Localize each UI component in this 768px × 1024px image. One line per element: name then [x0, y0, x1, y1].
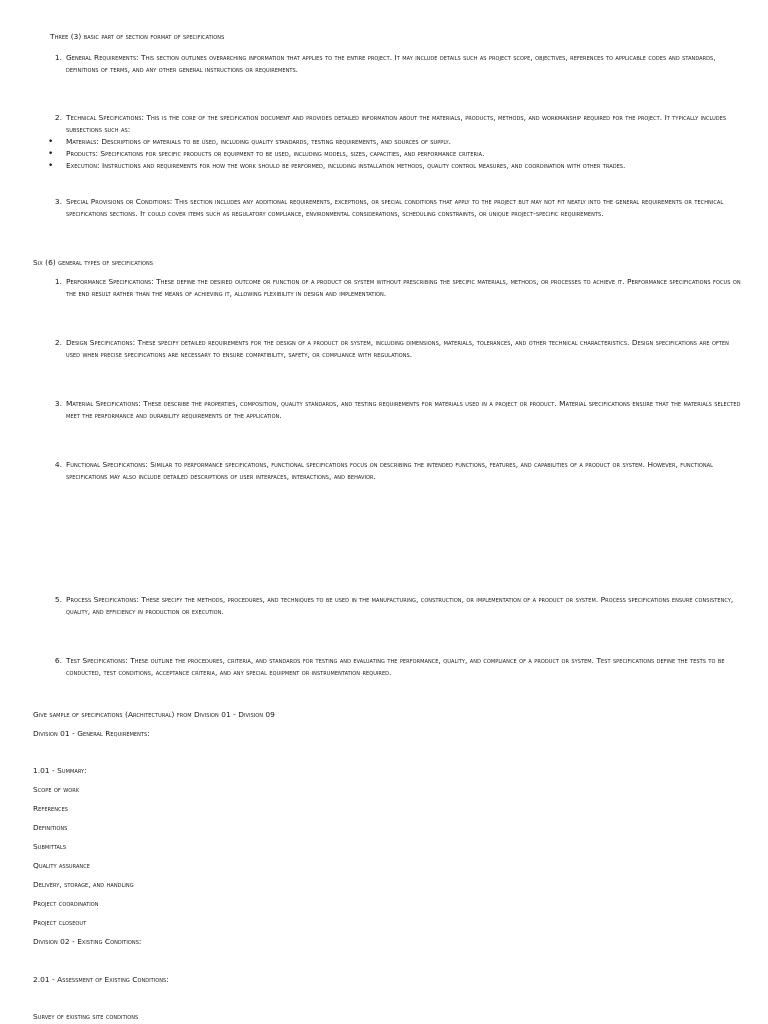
spec-type-2	[48, 337, 743, 361]
division-01-summary: 1.01 - Summary:	[33, 766, 87, 775]
list-item: Definitions	[33, 823, 68, 832]
section-part-1	[48, 52, 743, 76]
sample-heading: Give sample of specifications (Architectural) from Division 01 - Division 09	[33, 710, 275, 719]
list-item: Project closeout	[33, 918, 87, 927]
spec-type-6	[48, 655, 743, 679]
item-number: 4.	[54, 460, 62, 469]
bullet-text: Execution: Instructions and requirements for how the work should be performed, including installation methods, quality control measures, and coordination with other trades.	[66, 161, 626, 170]
section-part-2	[48, 112, 743, 136]
list-item: Project coordination	[33, 899, 99, 908]
heading-three-parts: Three (3) basic part of section format of specifications	[50, 32, 225, 41]
item-text: General Requirements: This section outlines overarching information that applies to the entire project. It may include details such as project scope, objectives, references to applicable codes and standards, definitions of terms, and any other general instructions or requirements.	[66, 53, 716, 74]
item-number: 1.	[54, 277, 62, 286]
item-number: 3.	[54, 197, 62, 206]
tech-bullet-2	[48, 148, 743, 160]
item-number: 6.	[54, 656, 62, 665]
section-part-3	[48, 196, 743, 220]
bullet-icon: •	[48, 149, 54, 159]
item-text: Material Specifications: These describe the properties, composition, quality standards, and testing requirements for materials used in a project or product. Material specifications ensure that the materials selected meet the performance and durability requirements of the application.	[66, 399, 741, 420]
tech-bullet-3	[48, 160, 743, 172]
item-text: Design Specifications: These specify detailed requirements for the design of a product or system, including dimensions, materials, tolerances, and other technical characteristics. Design specifications are often used when precise specifications are necessary to ensure compatibility, safety, or compliance with regulations.	[66, 338, 729, 359]
spec-type-1	[48, 276, 743, 300]
item-number: 1.	[54, 53, 62, 62]
list-item: References	[33, 804, 69, 813]
list-item: Survey of existing site conditions	[33, 1012, 139, 1021]
spec-type-4	[48, 459, 743, 483]
heading-six-types: Six (6) general types of specifications	[33, 258, 154, 267]
spec-type-5	[48, 594, 743, 618]
list-item: Quality assurance	[33, 861, 90, 870]
item-text: Process Specifications: These specify the methods, procedures, and techniques to be used in the manufacturing, construction, or implementation of a product or system. Process specifications ensure consistency, quality, and efficiency in production or execution.	[66, 595, 734, 616]
list-item: Scope of work	[33, 785, 80, 794]
bullet-text: Products: Specifications for specific products or equipment to be used, including models, sizes, capacities, and performance criteria.	[66, 149, 485, 158]
bullet-icon: •	[48, 137, 54, 147]
bullet-icon: •	[48, 161, 54, 171]
item-number: 3.	[54, 399, 62, 408]
item-text: Test Specifications: These outline the procedures, criteria, and standards for testing and evaluating the performance, quality, and compliance of a product or system. Test specifications define the tests to be conducted, test conditions, acceptance criteria, and any special equipment or instrumentation required.	[66, 656, 725, 677]
tech-bullet-1	[48, 136, 743, 148]
item-number: 5.	[54, 595, 62, 604]
list-item: Submittals	[33, 842, 67, 851]
list-item: Delivery, storage, and handling	[33, 880, 134, 889]
division-01-title: Division 01 - General Requirements:	[33, 729, 150, 738]
spec-type-3	[48, 398, 743, 422]
item-number: 2.	[54, 113, 62, 122]
item-text: Functional Specifications: Similar to performance specifications, functional specifications focus on describing the intended functions, features, and capabilities of a product or system. However, functional specifications may also include detailed descriptions of user interfaces, interactions, and behavior.	[66, 460, 713, 481]
item-text: Technical Specifications: This is the core of the specification document and provides detailed information about the materials, products, methods, and workmanship required for the project. It typically includes subsections such as:	[66, 113, 727, 134]
item-text: Performance Specifications: These define the desired outcome or function of a product or system without prescribing the specific materials, methods, or processes to achieve it. Performance specifications focus on the end result rather than the means of achieving it, allowing flexibility in design and implementation.	[66, 277, 741, 298]
division-02-subsection: 2.01 - Assessment of Existing Conditions:	[33, 975, 169, 984]
division-02-title: Division 02 - Existing Conditions:	[33, 937, 142, 946]
item-text: Special Provisions or Conditions: This section includes any additional requirements, exceptions, or special conditions that apply to the project but may not fit neatly into the general requirements or technical specifications sections. It could cover items such as regulatory compliance, environmental considerations, scheduling constraints, or unique project-specific requirements.	[66, 197, 724, 218]
item-number: 2.	[54, 338, 62, 347]
bullet-text: Materials: Descriptions of materials to be used, including quality standards, testing requirements, and sources of supply.	[66, 137, 452, 146]
